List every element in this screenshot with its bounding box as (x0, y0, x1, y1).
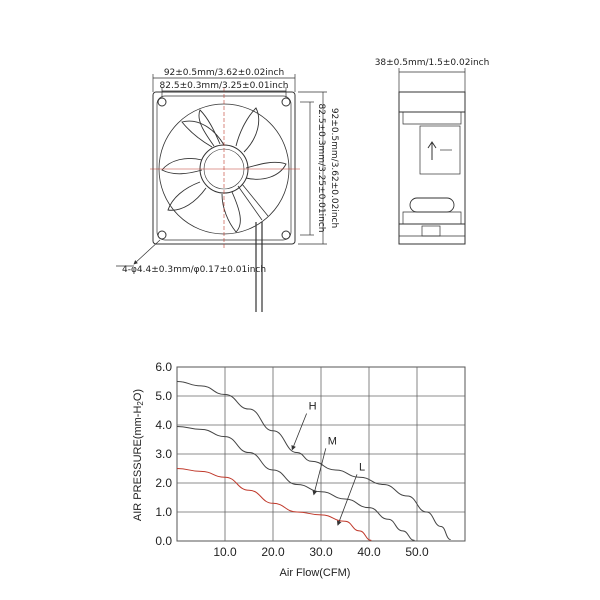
chart-tick-labels (155, 360, 429, 559)
series-line-m (177, 426, 415, 540)
mounting-hole (282, 98, 290, 106)
pressure-flow-chart (155, 360, 465, 559)
y-tick-label: 4.0 (155, 418, 172, 432)
side-frame-outline (399, 92, 465, 244)
y-tick-label: 2.0 (155, 476, 172, 490)
y-tick-label: 6.0 (155, 360, 172, 374)
chart-annotations (292, 401, 365, 526)
side-view-drawing (399, 92, 465, 244)
front-view-drawing (150, 88, 300, 312)
side-connector (422, 226, 440, 236)
annotation-leader-h (292, 414, 306, 450)
series-line-l (177, 469, 371, 541)
fan-strut (238, 184, 268, 220)
mounting-hole (158, 98, 166, 106)
hole-spacing-height-label: 82.5±0.3mm/3.25±0.01inch (316, 103, 326, 233)
mounting-hole (282, 231, 290, 239)
y-axis-label: AIR PRESSURE(mm-H2O) (132, 388, 145, 522)
overall-height-label: 92±0.5mm/3.62±0.02inch (329, 107, 339, 229)
y-tick-label: 5.0 (155, 389, 172, 403)
x-tick-label: 30.0 (309, 545, 333, 559)
x-tick-label: 50.0 (405, 545, 429, 559)
annotation-label-l: L (359, 461, 366, 474)
annotation-leader-m (314, 448, 326, 494)
y-tick-label: 3.0 (155, 447, 172, 461)
airflow-arrow-icon (428, 142, 436, 160)
mounting-holes-label: 4-φ4.4±0.3mm/φ0.17±0.01inch (122, 265, 267, 275)
mounting-hole (158, 231, 166, 239)
annotation-label-h: H (308, 400, 317, 413)
hole-spacing-width-label: 82.5±0.3mm/3.25±0.01inch (159, 81, 289, 91)
x-tick-label: 20.0 (261, 545, 285, 559)
y-tick-label: 1.0 (155, 505, 172, 519)
depth-label: 38±0.5mm/1.5±0.02inch (374, 58, 490, 68)
annotation-label-m: M (327, 435, 337, 448)
x-tick-label: 40.0 (357, 545, 381, 559)
side-cable-slot (410, 198, 454, 212)
side-view-dimension-lines (399, 68, 465, 92)
overall-width-label: 92±0.5mm/3.62±0.02inch (163, 68, 285, 78)
x-axis-label: Air Flow(CFM) (279, 567, 351, 579)
annotation-leader-l (338, 474, 357, 525)
y-tick-label: 0.0 (155, 534, 172, 548)
x-tick-label: 10.0 (213, 545, 237, 559)
